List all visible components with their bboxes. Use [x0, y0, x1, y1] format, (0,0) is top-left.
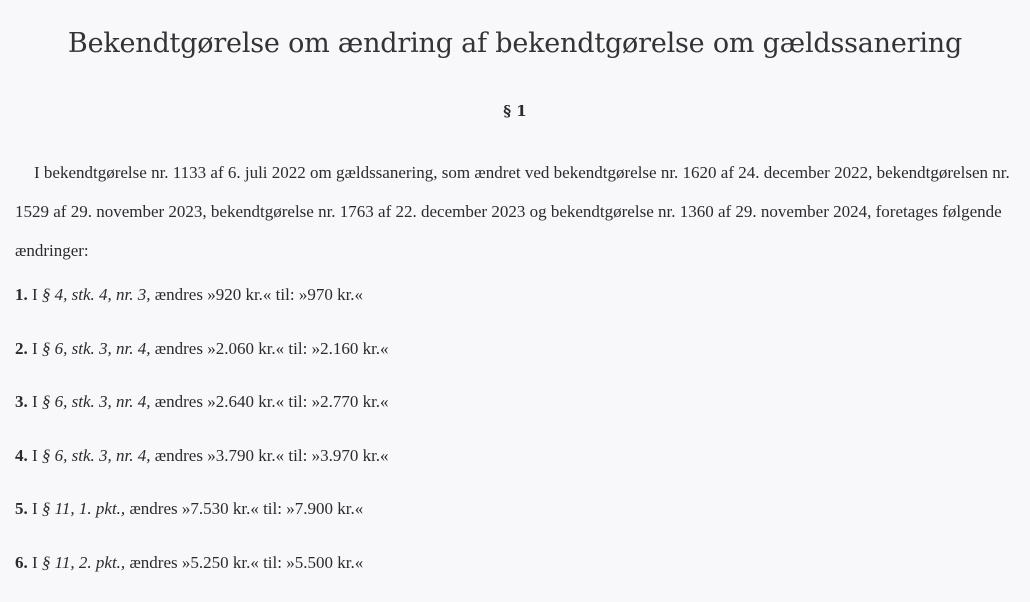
amendment-item-6 — [15, 553, 363, 573]
amendment-item-1 — [15, 285, 363, 305]
document-title: Bekendtgørelse om ændring af bekendtgørelse om gældssanering — [67, 28, 963, 59]
amendment-text: ændres »920 kr.« til: »970 kr.« — [154, 285, 364, 304]
amendment-prefix: I — [32, 339, 38, 358]
amendment-number: 5. — [15, 499, 28, 518]
amendment-reference: § 4, stk. 4, nr. 3, — [41, 285, 151, 304]
amendment-prefix: I — [32, 499, 38, 518]
amendment-text: ændres »2.640 kr.« til: »2.770 kr.« — [154, 392, 389, 411]
intro-paragraph: I bekendtgørelse nr. 1133 af 6. juli 2022 om gældssanering, som ændret ved bekendtgørelse nr. 1620 af 24. december 2022, bekendtgørelsen nr. 1529 af 29. november 2023, bekendtgørelse nr. 1763 af 22. december 2023 og bekendtgørelse nr. 1360 af 29. november 2024, foretages følgende ændringer: — [15, 163, 1010, 260]
amendment-number: 2. — [15, 339, 28, 358]
amendment-item-4 — [15, 446, 389, 466]
amendment-reference: § 6, stk. 3, nr. 4, — [41, 339, 151, 358]
amendment-number: 4. — [15, 446, 28, 465]
section-heading: § 1 — [503, 102, 527, 120]
amendment-reference: § 6, stk. 3, nr. 4, — [41, 392, 151, 411]
amendment-number: 6. — [15, 553, 28, 572]
amendment-reference: § 6, stk. 3, nr. 4, — [41, 446, 151, 465]
amendment-number: 1. — [15, 285, 28, 304]
amendment-text: ændres »3.790 kr.« til: »3.970 kr.« — [154, 446, 389, 465]
amendment-prefix: I — [32, 285, 38, 304]
amendment-item-2 — [15, 339, 389, 359]
amendment-text: ændres »2.060 kr.« til: »2.160 kr.« — [154, 339, 389, 358]
amendment-reference: § 11, 1. pkt., — [41, 499, 126, 518]
amendment-prefix: I — [32, 392, 38, 411]
amendment-item-5 — [15, 499, 363, 519]
amendment-prefix: I — [32, 446, 38, 465]
amendment-text: ændres »5.250 kr.« til: »5.500 kr.« — [129, 553, 364, 572]
amendment-text: ændres »7.530 kr.« til: »7.900 kr.« — [129, 499, 364, 518]
amendment-reference: § 11, 2. pkt., — [41, 553, 126, 572]
amendment-prefix: I — [32, 553, 38, 572]
amendment-item-3 — [15, 392, 389, 412]
amendment-number: 3. — [15, 392, 28, 411]
